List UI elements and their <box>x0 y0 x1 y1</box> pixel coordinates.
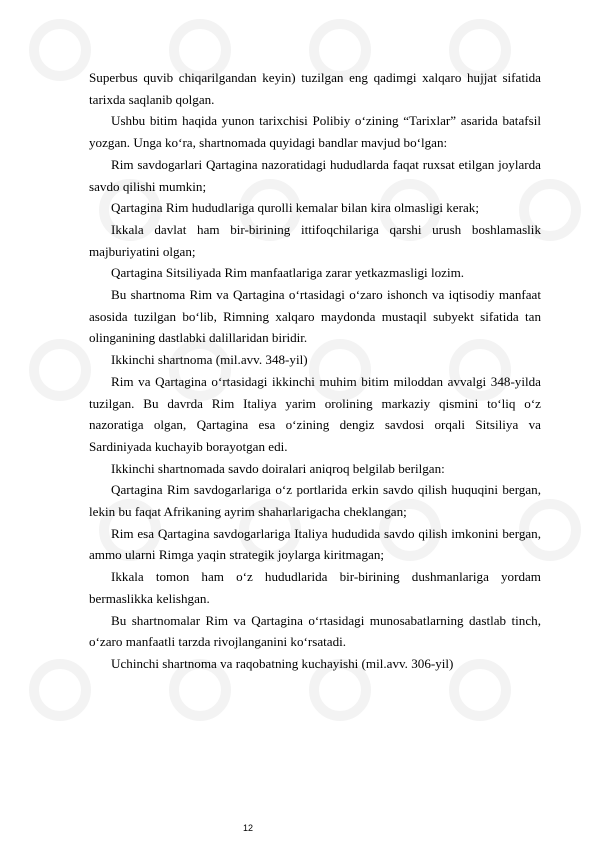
paragraph: Superbus quvib chiqarilgandan keyin) tuzilgan eng qadimgi xalqaro hujjat sifatida tarixda saqlanib qolgan. <box>89 70 541 107</box>
page-number: 12 <box>243 823 254 833</box>
paragraph: Rim va Qartagina o‘rtasidagi ikkinchi muhim bitim miloddan avvalgi 348-yilda tuzilgan. Bu davrda Rim Italiya yarim orolining markaziy qismini to‘liq o‘z nazoratiga olgan, Qartagina esa o‘zining dengiz savdosi orqali Sitsiliya va Sardiniyada kuchayib borayotgan edi. <box>89 373 541 454</box>
list-item: Qartagina Rim savdogarlariga o‘z portlarida erkin savdo qilish huquqini bergan, lekin bu faqat Afrikaning ayrim shaharlarigacha cheklangan; <box>89 482 541 520</box>
list-item: Ikkala davlat ham bir-birining ittifoqchilariga qarshi urush boshlamaslik majburiyatini olgan; <box>89 221 541 259</box>
list-item: Qartagina Rim hududlariga qurolli kemalar bilan kira olmasligi kerak; <box>111 200 479 216</box>
document-body <box>89 67 541 675</box>
paragraph: Bu shartnoma Rim va Qartagina o‘rtasidagi o‘zaro ishonch va iqtisodiy manfaat asosida tuzilgan bo‘lib, Rimning xalqaro maydonda mustaqil subyekt sifatida tan olinganining dastlabki dalillaridan biridir. <box>89 287 541 346</box>
paragraph: Ikkinchi shartnomada savdo doiralari aniqroq belgilab berilgan: <box>111 460 445 476</box>
section-heading: Ikkinchi shartnoma (mil.avv. 348-yil) <box>111 352 308 368</box>
list-item: Rim savdogarlari Qartagina nazoratidagi hududlarda faqat ruxsat etilgan joylarda savdo qilishi mumkin; <box>89 156 541 194</box>
section-heading: Uchinchi shartnoma va raqobatning kuchayishi (mil.avv. 306-yil) <box>111 655 454 671</box>
list-item: Qartagina Sitsiliyada Rim manfaatlariga zarar yetkazmasligi lozim. <box>111 265 465 281</box>
paragraph: Ushbu bitim haqida yunon tarixchisi Polibiy o‘zining “Tarixlar” asarida batafsil yozgan. Unga ko‘ra, shartnomada quyidagi bandlar mavjud bo‘lgan: <box>89 113 541 151</box>
paragraph: Bu shartnomalar Rim va Qartagina o‘rtasidagi munosabatlarning dastlab tinch, o‘zaro manfaatli tarzda rivojlanganini ko‘rsatadi. <box>89 612 541 650</box>
list-item: Ikkala tomon ham o‘z hududlarida bir-birining dushmanlariga yordam bermaslikka kelishgan. <box>89 569 541 606</box>
list-item: Rim esa Qartagina savdogarlariga Italiya hududida savdo qilish imkonini bergan, ammo ularni Rimga yaqin strategik joylarga kiritmagan; <box>89 525 541 563</box>
